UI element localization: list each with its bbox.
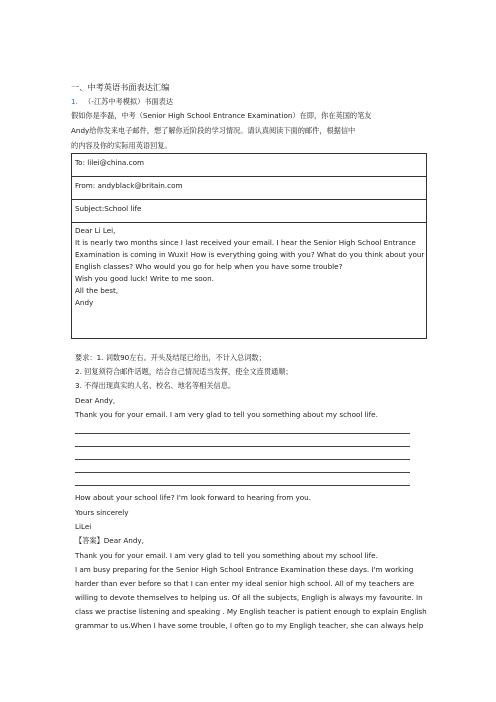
email-body-line: It is nearly two months since I last received your email. I hear the Senior High School Entrance bbox=[75, 238, 416, 247]
writing-line bbox=[75, 459, 410, 460]
template-signoff: Yours sincerely bbox=[75, 508, 129, 517]
question-number: 1. bbox=[71, 97, 78, 106]
requirement-2: 2. 回复须符合邮件话题，结合自己情况适当发挥，使全文连贯通顺； bbox=[75, 367, 293, 376]
answer-line: I am busy preparing for the Senior High School Entrance Examination these days. I'm working bbox=[75, 565, 414, 574]
email-from: From: andyblack@britain.com bbox=[75, 181, 183, 190]
template-closing: How about your school life? I'm look forward to hearing from you. bbox=[75, 493, 312, 502]
intro-line-2: Andy给你发来电子邮件，想了解你近阶段的学习情况。请认真阅读下面的邮件，根据信中 bbox=[71, 126, 356, 135]
email-row-divider bbox=[72, 222, 426, 223]
template-greeting: Dear Andy, bbox=[75, 396, 116, 405]
answer-line: willing to devote themselves to helping us. Of all the subjects, Engligh is always my favourite. In bbox=[75, 593, 423, 602]
email-row-divider bbox=[72, 176, 426, 177]
template-opening: Thank you for your email. I am very glad to tell you something about my school life. bbox=[75, 410, 378, 419]
answer-line: Dear Andy, bbox=[103, 536, 144, 545]
email-body-line: English classes? Who would you go for help when you have some trouble? bbox=[75, 262, 343, 271]
email-subject: Subject:School life bbox=[75, 204, 142, 213]
answer-line: grammar to us.When I have some trouble, I often go to my Engligh teacher, she can always help bbox=[75, 621, 424, 630]
email-body-line: Dear Li Lei, bbox=[75, 226, 116, 235]
question-source: （-江苏中考模拟）书面表达 bbox=[84, 97, 174, 106]
answer-line: Thank you for your email. I am very glad to tell you something about my school life. bbox=[75, 551, 378, 560]
writing-line bbox=[75, 446, 410, 447]
writing-line bbox=[75, 485, 410, 486]
answer-header bbox=[75, 536, 144, 546]
email-table bbox=[71, 153, 427, 339]
intro-line-1: 假如你是李磊，中考（Senior High School Entrance Examination）在即，你在英国的笔友 bbox=[71, 111, 372, 120]
answer-label: 【答案】 bbox=[75, 536, 104, 545]
section-title: 一、中考英语书面表达汇编 bbox=[71, 82, 170, 92]
intro-line-3: 的内容及你的实际用英语回复。 bbox=[71, 141, 172, 150]
writing-line bbox=[75, 472, 410, 473]
email-body-line: Andy bbox=[75, 298, 94, 307]
requirement-1: 要求：1. 词数90左右。开头及结尾已给出，不计入总词数； bbox=[75, 353, 266, 362]
template-name: LiLei bbox=[75, 522, 92, 531]
email-body-line: Examination is coming in Wuxi! How is everything going with you? What do you think about your bbox=[75, 250, 425, 259]
question-header bbox=[71, 97, 173, 107]
email-body-line: Wish you good luck! Write to me soon. bbox=[75, 274, 214, 283]
requirement-3: 3. 不得出现真实的人名、校名、地名等相关信息。 bbox=[75, 381, 236, 390]
answer-line: class we practise listening and speaking . My English teacher is patient enough to explain English bbox=[75, 607, 427, 616]
writing-line bbox=[75, 433, 410, 434]
email-to: To: lilei@china.com bbox=[75, 158, 144, 167]
answer-line: harder than ever before so that I can enter my ideal senior high school. All of my teachers are bbox=[75, 579, 415, 588]
email-row-divider bbox=[72, 199, 426, 200]
email-body-line: All the best, bbox=[75, 286, 119, 295]
